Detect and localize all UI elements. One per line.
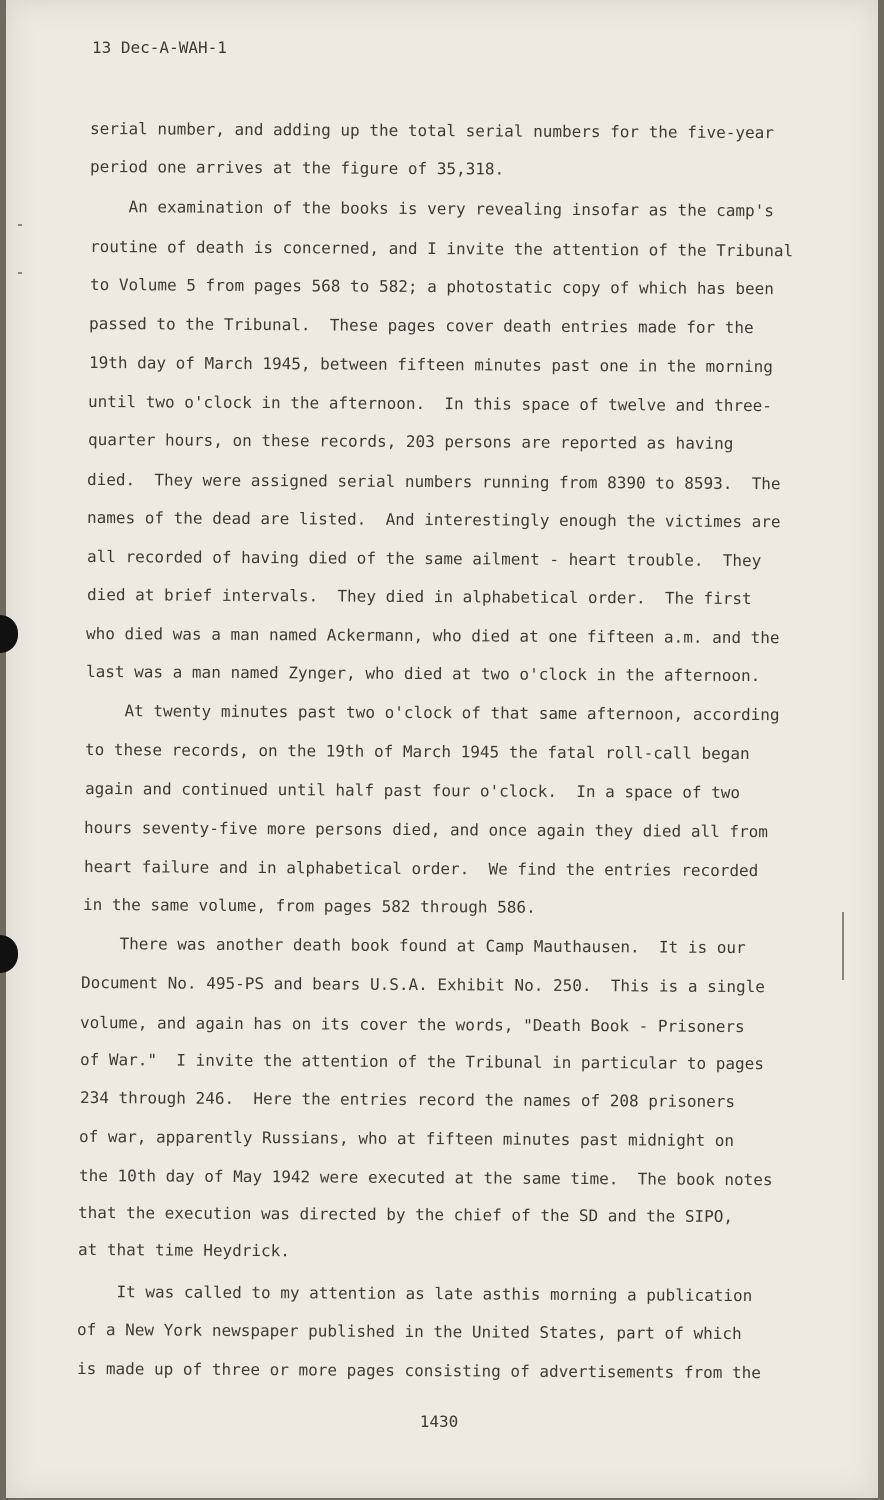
text-line: of war, apparently Russians, who at fifteen minutes past midnight on: [78, 1127, 735, 1151]
page-header: 13 Dec-A-WAH-1: [92, 38, 227, 57]
text-line: names of the dead are listed. And interestingly enough the victimes are: [86, 508, 781, 532]
text-line: the 10th day of May 1942 were executed at the same time. The book notes: [78, 1166, 773, 1190]
margin-mark: [842, 912, 844, 980]
text-line: to Volume 5 from pages 568 to 582; a photostatic copy of which has been: [89, 275, 774, 299]
text-line: volume, and again has on its cover the words, "Death Book - Prisoners: [79, 1013, 745, 1037]
document-page: [6, 0, 878, 1498]
text-line: quarter hours, on these records, 203 persons are reported as having: [87, 430, 734, 453]
text-line: There was another death book found at Camp Mauthausen. It is our: [80, 934, 746, 958]
text-line: of War." I invite the attention of the Tribunal in particular to pages: [79, 1050, 764, 1074]
text-line: hours seventy-five more persons died, and once again they died all from: [83, 818, 768, 842]
text-line: to these records, on the 19th of March 1945 the fatal roll-call began: [84, 740, 750, 764]
punch-hole: [0, 615, 18, 653]
text-line: died. They were assigned serial numbers running from 8390 to 8593. The: [86, 470, 781, 494]
page-number: 1430: [419, 1412, 459, 1431]
text-line: 234 through 246. Here the entries record the names of 208 prisoners: [79, 1088, 736, 1112]
text-line: is made up of three or more pages consisting of advertisements from the: [76, 1359, 761, 1383]
text-line: passed to the Tribunal. These pages cover death entries made for the: [88, 314, 754, 338]
text-line: heart failure and in alphabetical order. We find the entries recorded: [83, 857, 759, 881]
punch-hole: [0, 935, 18, 973]
text-line: last was a man named Zynger, who died at two o'clock in the afternoon.: [85, 662, 761, 686]
text-line: who died was a man named Ackermann, who died at one fifteen a.m. and the: [85, 624, 780, 648]
text-line: of a New York newspaper published in the United States, part of which: [76, 1320, 742, 1344]
text-line: died at brief intervals. They died in alphabetical order. The first: [86, 585, 752, 609]
text-line: 19th day of March 1945, between fifteen minutes past one in the morning: [88, 353, 773, 377]
page-number-footer: [6, 1412, 878, 1431]
text-line: An examination of the books is very revealing insofar as the camp's: [89, 197, 774, 221]
margin-mark: [18, 272, 22, 274]
text-line: At twenty minutes past two o'clock of that same afternoon, according: [85, 701, 780, 725]
text-line: period one arrives at the figure of 35,318.: [89, 157, 505, 179]
text-line: serial number, and adding up the total serial numbers for the five-year: [89, 119, 774, 143]
text-line: routine of death is concerned, and I invite the attention of the Tribunal: [89, 237, 794, 261]
text-line: again and continued until half past four o'clock. In a space of two: [84, 779, 741, 803]
text-line: until two o'clock in the afternoon. In this space of twelve and three-: [87, 392, 772, 416]
text-line: all recorded of having died of the same ailment - heart trouble. They: [86, 547, 762, 571]
text-line: Document No. 495-PS and bears U.S.A. Exhibit No. 250. This is a single: [80, 973, 765, 997]
margin-mark: [18, 224, 22, 226]
text-line: It was called to my attention as late asthis morning a publication: [77, 1282, 753, 1306]
text-line: in the same volume, from pages 582 through 586.: [82, 895, 536, 917]
text-line: at that time Heydrick.: [77, 1240, 290, 1261]
text-line: that the execution was directed by the chief of the SD and the SIPO,: [77, 1203, 734, 1227]
